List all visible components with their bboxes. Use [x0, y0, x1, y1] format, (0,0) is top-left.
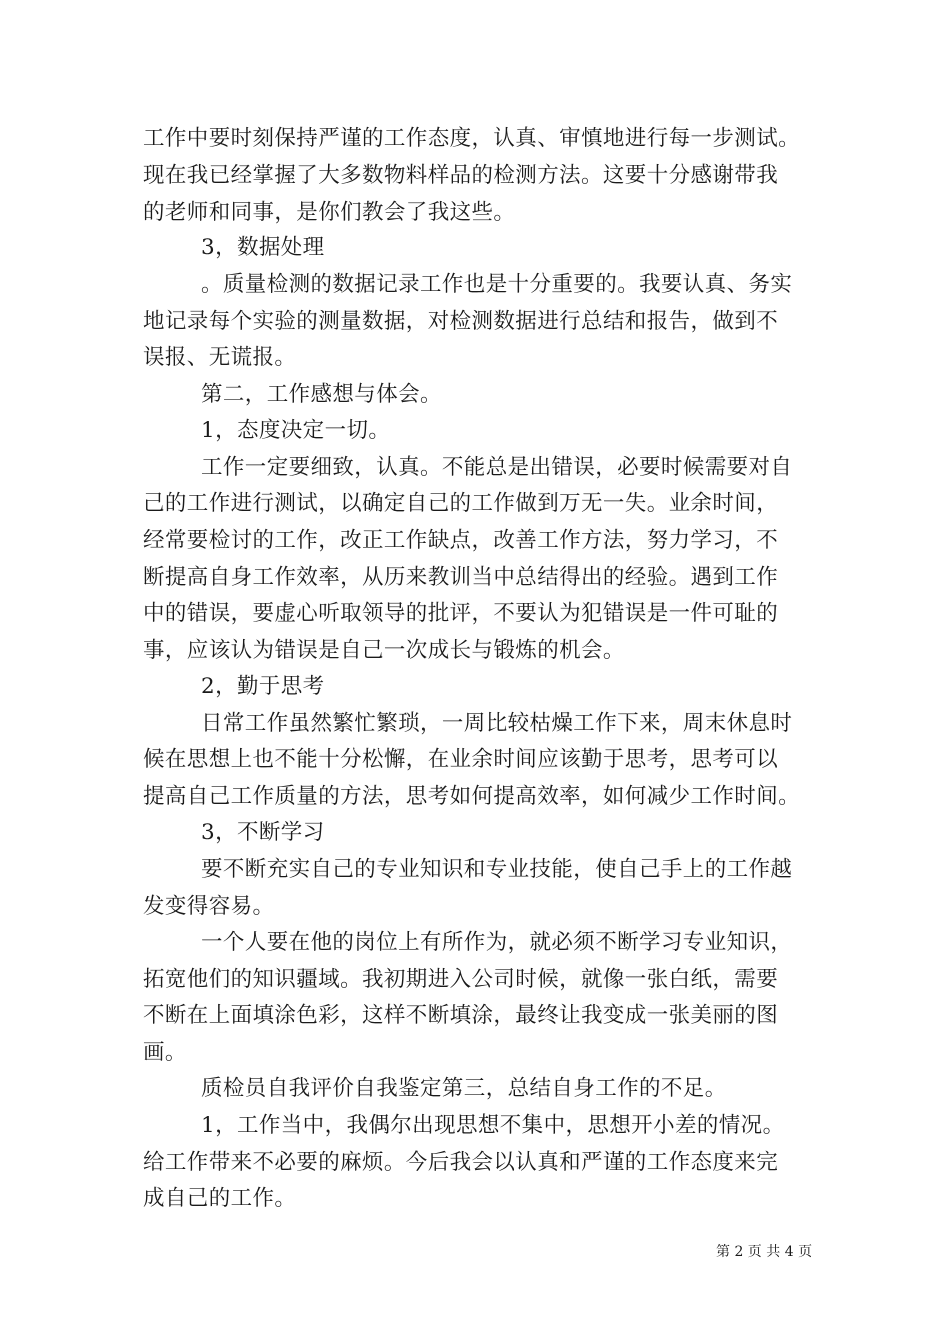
text-line: 经常要检讨的工作，改正工作缺点，改善工作方法，努力学习，不: [143, 528, 779, 553]
text-line: 成自己的工作。: [143, 1186, 297, 1211]
text-line: 要不断充实自己的专业知识和专业技能，使自己手上的工作越: [201, 857, 793, 882]
text-line: 画。: [143, 1040, 187, 1065]
text-line: 中的错误，要虚心听取领导的批评，不要认为犯错误是一件可耻的: [143, 601, 779, 626]
section-heading: 质检员自我评价自我鉴定第三，总结自身工作的不足。: [201, 1076, 727, 1101]
text-line: 断提高自身工作效率，从历来教训当中总结得出的经验。遇到工作: [143, 565, 779, 590]
text-line: 1，工作当中，我偶尔出现思想不集中，思想开小差的情况。: [201, 1113, 785, 1138]
section-heading: 1，态度决定一切。: [201, 418, 391, 443]
section-heading: 3，数据处理: [201, 235, 325, 260]
text-line: 日常工作虽然繁忙繁琐，一周比较枯燥工作下来，周末休息时: [201, 711, 793, 736]
text-line: 给工作带来不必要的麻烦。今后我会以认真和严谨的工作态度来完: [143, 1150, 779, 1175]
text-line: 事，应该认为错误是自己一次成长与锻炼的机会。: [143, 638, 625, 663]
text-line: 现在我已经掌握了大多数物料样品的检测方法。这要十分感谢带我: [143, 163, 779, 188]
text-line: 提高自己工作质量的方法，思考如何提高效率，如何减少工作时间。: [143, 784, 801, 809]
text-line: 一个人要在他的岗位上有所作为，就必须不断学习专业知识，: [201, 930, 793, 955]
text-line: 误报、无谎报。: [143, 345, 297, 370]
text-line: 的老师和同事，是你们教会了我这些。: [143, 200, 516, 225]
text-line: 发变得容易。: [143, 894, 275, 919]
section-heading: 第二，工作感想与体会。: [201, 382, 442, 407]
text-line: 候在思想上也不能十分松懈，在业余时间应该勤于思考，思考可以: [143, 747, 779, 772]
page-number-footer: 第 2 页 共 4 页: [716, 1244, 813, 1260]
section-heading: 3，不断学习: [201, 820, 325, 845]
text-line: 工作中要时刻保持严谨的工作态度，认真、审慎地进行每一步测试。: [143, 126, 801, 151]
text-line: 拓宽他们的知识疆域。我初期进入公司时候，就像一张白纸，需要: [143, 967, 779, 992]
text-line: 己的工作进行测试，以确定自己的工作做到万无一失。业余时间，: [143, 491, 779, 516]
section-heading: 2，勤于思考: [201, 674, 325, 699]
text-line: 工作一定要细致，认真。不能总是出错误，必要时候需要对自: [201, 455, 793, 480]
text-line: 。质量检测的数据记录工作也是十分重要的。我要认真、务实: [201, 272, 793, 297]
text-line: 地记录每个实验的测量数据，对检测数据进行总结和报告，做到不: [143, 309, 779, 334]
text-line: 不断在上面填涂色彩，这样不断填涂，最终让我变成一张美丽的图: [143, 1003, 779, 1028]
